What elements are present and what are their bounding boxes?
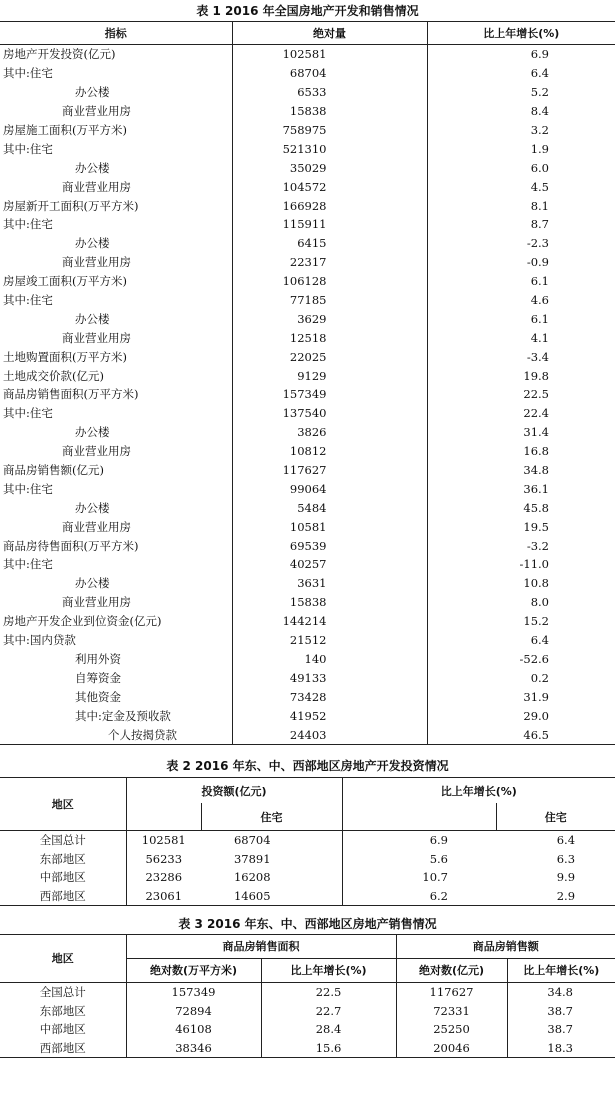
row-label: 商业营业用房 — [62, 330, 131, 345]
row-value: 10812 — [232, 442, 427, 461]
residential-growth-cell: 9.9 — [556, 870, 576, 885]
row-label: 其中:住宅 — [3, 141, 53, 156]
table3-title: 表 3 2016 年东、中、西部地区房地产销售情况 — [178, 916, 437, 931]
table1-title: 表 1 2016 年全国房地产开发和销售情况 — [196, 4, 419, 18]
row-label: 其中:住宅 — [3, 217, 53, 232]
row-value: 157349 — [232, 385, 427, 404]
row-label: 其中:住宅 — [3, 481, 53, 496]
row-label: 办公楼 — [75, 85, 110, 100]
area-cell: 38346 — [126, 1038, 261, 1057]
row-label: 商品房销售面积(万平方米) — [3, 387, 139, 402]
row-growth: 3.2 — [427, 121, 615, 140]
row-value: 521310 — [232, 139, 427, 158]
row-label: 自筹资金 — [75, 670, 121, 685]
row-growth: 31.9 — [427, 687, 615, 706]
growth-cell: 5.6 — [342, 849, 496, 868]
table3-row — [0, 1020, 615, 1039]
row-label: 办公楼 — [75, 500, 110, 515]
invest-cell: 23061 — [126, 886, 201, 905]
sales-cell: 25250 — [396, 1020, 507, 1039]
t3-header-sales-growth: 比上年增长(%) — [507, 958, 615, 982]
sales-cell: 72331 — [396, 1001, 507, 1020]
residential-growth-cell: 6.4 — [556, 833, 576, 848]
row-value: 6533 — [232, 83, 427, 102]
row-growth: 29.0 — [427, 706, 615, 725]
table1-row — [0, 234, 615, 253]
row-value: 758975 — [232, 121, 427, 140]
residential-growth-cell: 6.3 — [556, 851, 576, 866]
table1-row — [0, 83, 615, 102]
growth-cell: 10.7 — [342, 868, 496, 887]
sales-growth-cell: 34.8 — [507, 982, 615, 1001]
row-value: 115911 — [232, 215, 427, 234]
row-label: 房屋竣工面积(万平方米) — [3, 274, 127, 289]
row-value: 10581 — [232, 517, 427, 536]
header-indicator: 指标 — [0, 22, 232, 45]
row-growth: 8.7 — [427, 215, 615, 234]
area-cell: 46108 — [126, 1020, 261, 1039]
table1-row — [0, 253, 615, 272]
row-value: 22025 — [232, 347, 427, 366]
row-growth: 6.9 — [427, 45, 615, 64]
t2-header-invest: 投资额(亿元) — [126, 777, 342, 803]
table1-row — [0, 555, 615, 574]
row-label: 办公楼 — [75, 160, 110, 175]
row-value: 6415 — [232, 234, 427, 253]
residential-cell: 14605 — [233, 888, 271, 903]
table1-row — [0, 196, 615, 215]
table1-row — [0, 479, 615, 498]
row-value: 40257 — [232, 555, 427, 574]
row-growth: 8.0 — [427, 593, 615, 612]
row-label: 办公楼 — [75, 236, 110, 251]
row-growth: 6.4 — [427, 64, 615, 83]
row-value: 49133 — [232, 668, 427, 687]
table1-body — [0, 45, 615, 745]
row-label: 商业营业用房 — [62, 595, 131, 610]
row-label: 其中:国内贷款 — [3, 633, 76, 648]
row-value: 3631 — [232, 574, 427, 593]
table1-row — [0, 158, 615, 177]
table2-body — [0, 830, 615, 905]
row-label: 商品房待售面积(万平方米) — [3, 538, 139, 553]
row-value: 106128 — [232, 272, 427, 291]
row-label: 商业营业用房 — [62, 444, 131, 459]
region-cell: 西部地区 — [39, 888, 86, 903]
t2-header-residential-growth: 住宅 — [496, 803, 615, 830]
row-growth: 19.8 — [427, 366, 615, 385]
header-absolute: 绝对量 — [232, 22, 427, 45]
table1-row — [0, 574, 615, 593]
table1-row — [0, 177, 615, 196]
row-value: 104572 — [232, 177, 427, 196]
row-label: 其他资金 — [75, 689, 121, 704]
row-value: 21512 — [232, 631, 427, 650]
t3-header-region: 地区 — [0, 934, 126, 982]
table2-header-row-1 — [0, 777, 615, 803]
row-growth: -52.6 — [427, 650, 615, 669]
row-growth: 5.2 — [427, 83, 615, 102]
row-growth: 8.4 — [427, 102, 615, 121]
row-growth: 4.6 — [427, 291, 615, 310]
row-growth: 19.5 — [427, 517, 615, 536]
row-label: 其中:住宅 — [3, 406, 53, 421]
table1-row — [0, 404, 615, 423]
row-growth: 1.9 — [427, 139, 615, 158]
t3-header-sales-abs: 绝对数(亿元) — [396, 958, 507, 982]
t3-header-area: 商品房销售面积 — [126, 934, 396, 958]
table2-title: 表 2 2016 年东、中、西部地区房地产开发投资情况 — [166, 758, 449, 773]
table1-row — [0, 102, 615, 121]
table1-row — [0, 347, 615, 366]
row-growth: 8.1 — [427, 196, 615, 215]
table1-row — [0, 706, 615, 725]
table3-body — [0, 982, 615, 1057]
row-label: 土地成交价款(亿元) — [3, 368, 104, 383]
residential-cell: 16208 — [233, 870, 271, 885]
t3-header-area-growth: 比上年增长(%) — [261, 958, 396, 982]
table1-row — [0, 593, 615, 612]
table1-header-row — [0, 22, 615, 45]
row-value: 73428 — [232, 687, 427, 706]
row-label: 办公楼 — [75, 425, 110, 440]
area-growth-cell: 22.7 — [261, 1001, 396, 1020]
table1-row — [0, 612, 615, 631]
table1-row — [0, 668, 615, 687]
row-growth: -2.3 — [427, 234, 615, 253]
t2-header-residential: 住宅 — [201, 803, 342, 830]
row-value: 137540 — [232, 404, 427, 423]
table1-row — [0, 366, 615, 385]
area-cell: 157349 — [126, 982, 261, 1001]
t3-header-area-abs: 绝对数(万平方米) — [126, 958, 261, 982]
row-value: 117627 — [232, 461, 427, 480]
row-value: 99064 — [232, 479, 427, 498]
table1-row — [0, 272, 615, 291]
sales-growth-cell: 18.3 — [507, 1038, 615, 1057]
table2-row — [0, 849, 615, 868]
table1-row — [0, 631, 615, 650]
row-growth: -3.4 — [427, 347, 615, 366]
area-growth-cell: 15.6 — [261, 1038, 396, 1057]
table1-row — [0, 328, 615, 347]
table2-row — [0, 868, 615, 887]
row-growth: 45.8 — [427, 498, 615, 517]
region-cell: 东部地区 — [39, 851, 86, 866]
row-label: 商业营业用房 — [62, 255, 131, 270]
table1 — [0, 21, 615, 745]
row-growth: -0.9 — [427, 253, 615, 272]
sales-growth-cell: 38.7 — [507, 1001, 615, 1020]
row-value: 166928 — [232, 196, 427, 215]
row-value: 144214 — [232, 612, 427, 631]
row-value: 69539 — [232, 536, 427, 555]
row-growth: 34.8 — [427, 461, 615, 480]
area-growth-cell: 28.4 — [261, 1020, 396, 1039]
table3 — [0, 934, 615, 1058]
table2 — [0, 777, 615, 906]
sales-cell: 20046 — [396, 1038, 507, 1057]
row-label: 房屋新开工面积(万平方米) — [3, 198, 139, 213]
row-label: 土地购置面积(万平方米) — [3, 349, 127, 364]
row-value: 140 — [232, 650, 427, 669]
row-value: 5484 — [232, 498, 427, 517]
growth-cell: 6.2 — [342, 886, 496, 905]
row-value: 9129 — [232, 366, 427, 385]
table1-row — [0, 385, 615, 404]
table1-row — [0, 461, 615, 480]
table1-row — [0, 309, 615, 328]
header-growth: 比上年增长(%) — [427, 22, 615, 45]
row-label: 办公楼 — [75, 576, 110, 591]
t2-header-spacer-2 — [342, 803, 496, 830]
table1-row — [0, 423, 615, 442]
row-label: 房地产开发投资(亿元) — [3, 47, 116, 62]
row-value: 3826 — [232, 423, 427, 442]
table1-row — [0, 121, 615, 140]
row-growth: 31.4 — [427, 423, 615, 442]
region-cell: 全国总计 — [39, 985, 86, 1000]
region-cell: 东部地区 — [39, 1003, 86, 1018]
row-label: 利用外资 — [75, 651, 121, 666]
table3-header-row-1 — [0, 934, 615, 958]
row-growth: 6.4 — [427, 631, 615, 650]
row-label: 办公楼 — [75, 311, 110, 326]
row-value: 102581 — [232, 45, 427, 64]
row-growth: 0.2 — [427, 668, 615, 687]
t2-header-growth: 比上年增长(%) — [342, 777, 615, 803]
invest-cell: 102581 — [126, 830, 201, 849]
t3-header-sales: 商品房销售额 — [396, 934, 615, 958]
row-label: 商业营业用房 — [62, 179, 131, 194]
invest-cell: 23286 — [126, 868, 201, 887]
table1-row — [0, 687, 615, 706]
table2-row — [0, 830, 615, 849]
growth-cell: 6.9 — [342, 830, 496, 849]
table1-row — [0, 650, 615, 669]
table3-row — [0, 1038, 615, 1057]
row-growth: 4.1 — [427, 328, 615, 347]
row-label: 商业营业用房 — [62, 104, 131, 119]
row-growth: 16.8 — [427, 442, 615, 461]
row-value: 41952 — [232, 706, 427, 725]
row-label: 其中:住宅 — [3, 293, 53, 308]
row-value: 15838 — [232, 593, 427, 612]
area-cell: 72894 — [126, 1001, 261, 1020]
table1-row — [0, 64, 615, 83]
row-label: 其中:住宅 — [3, 557, 53, 572]
region-cell: 西部地区 — [39, 1040, 86, 1055]
region-cell: 全国总计 — [39, 833, 86, 848]
table1-row — [0, 498, 615, 517]
area-growth-cell: 22.5 — [261, 982, 396, 1001]
row-label: 房地产开发企业到位资金(亿元) — [3, 614, 162, 629]
row-growth: 6.1 — [427, 309, 615, 328]
row-growth: 15.2 — [427, 612, 615, 631]
row-value: 35029 — [232, 158, 427, 177]
row-label: 其中:住宅 — [3, 66, 53, 81]
t2-header-region: 地区 — [0, 777, 126, 830]
table1-row — [0, 139, 615, 158]
invest-cell: 56233 — [126, 849, 201, 868]
sales-cell: 117627 — [396, 982, 507, 1001]
t2-header-spacer-1 — [126, 803, 201, 830]
region-cell: 中部地区 — [39, 870, 86, 885]
row-growth: 36.1 — [427, 479, 615, 498]
row-label: 商品房销售额(亿元) — [3, 463, 104, 478]
table1-row — [0, 536, 615, 555]
sales-growth-cell: 38.7 — [507, 1020, 615, 1039]
table1-row — [0, 442, 615, 461]
table2-row — [0, 886, 615, 905]
row-value: 77185 — [232, 291, 427, 310]
row-label: 房屋施工面积(万平方米) — [3, 123, 127, 137]
table3-row — [0, 982, 615, 1001]
row-label: 商业营业用房 — [62, 519, 131, 534]
row-value: 3629 — [232, 309, 427, 328]
table1-row — [0, 725, 615, 744]
table3-row — [0, 1001, 615, 1020]
residential-cell: 68704 — [233, 833, 271, 848]
row-growth: -11.0 — [427, 555, 615, 574]
row-value: 15838 — [232, 102, 427, 121]
row-growth: 22.5 — [427, 385, 615, 404]
residential-cell: 37891 — [233, 851, 271, 866]
residential-growth-cell: 2.9 — [556, 888, 576, 903]
row-growth: 6.0 — [427, 158, 615, 177]
table1-row — [0, 291, 615, 310]
row-value: 12518 — [232, 328, 427, 347]
row-value: 68704 — [232, 64, 427, 83]
table1-row — [0, 45, 615, 64]
row-growth: -3.2 — [427, 536, 615, 555]
row-label: 个人按揭贷款 — [108, 727, 177, 742]
row-value: 24403 — [232, 725, 427, 744]
row-label: 其中:定金及预收款 — [75, 708, 171, 723]
row-growth: 6.1 — [427, 272, 615, 291]
row-growth: 10.8 — [427, 574, 615, 593]
row-value: 22317 — [232, 253, 427, 272]
row-growth: 46.5 — [427, 725, 615, 744]
table1-row — [0, 517, 615, 536]
row-growth: 4.5 — [427, 177, 615, 196]
row-growth: 22.4 — [427, 404, 615, 423]
table1-row — [0, 215, 615, 234]
region-cell: 中部地区 — [39, 1022, 86, 1037]
